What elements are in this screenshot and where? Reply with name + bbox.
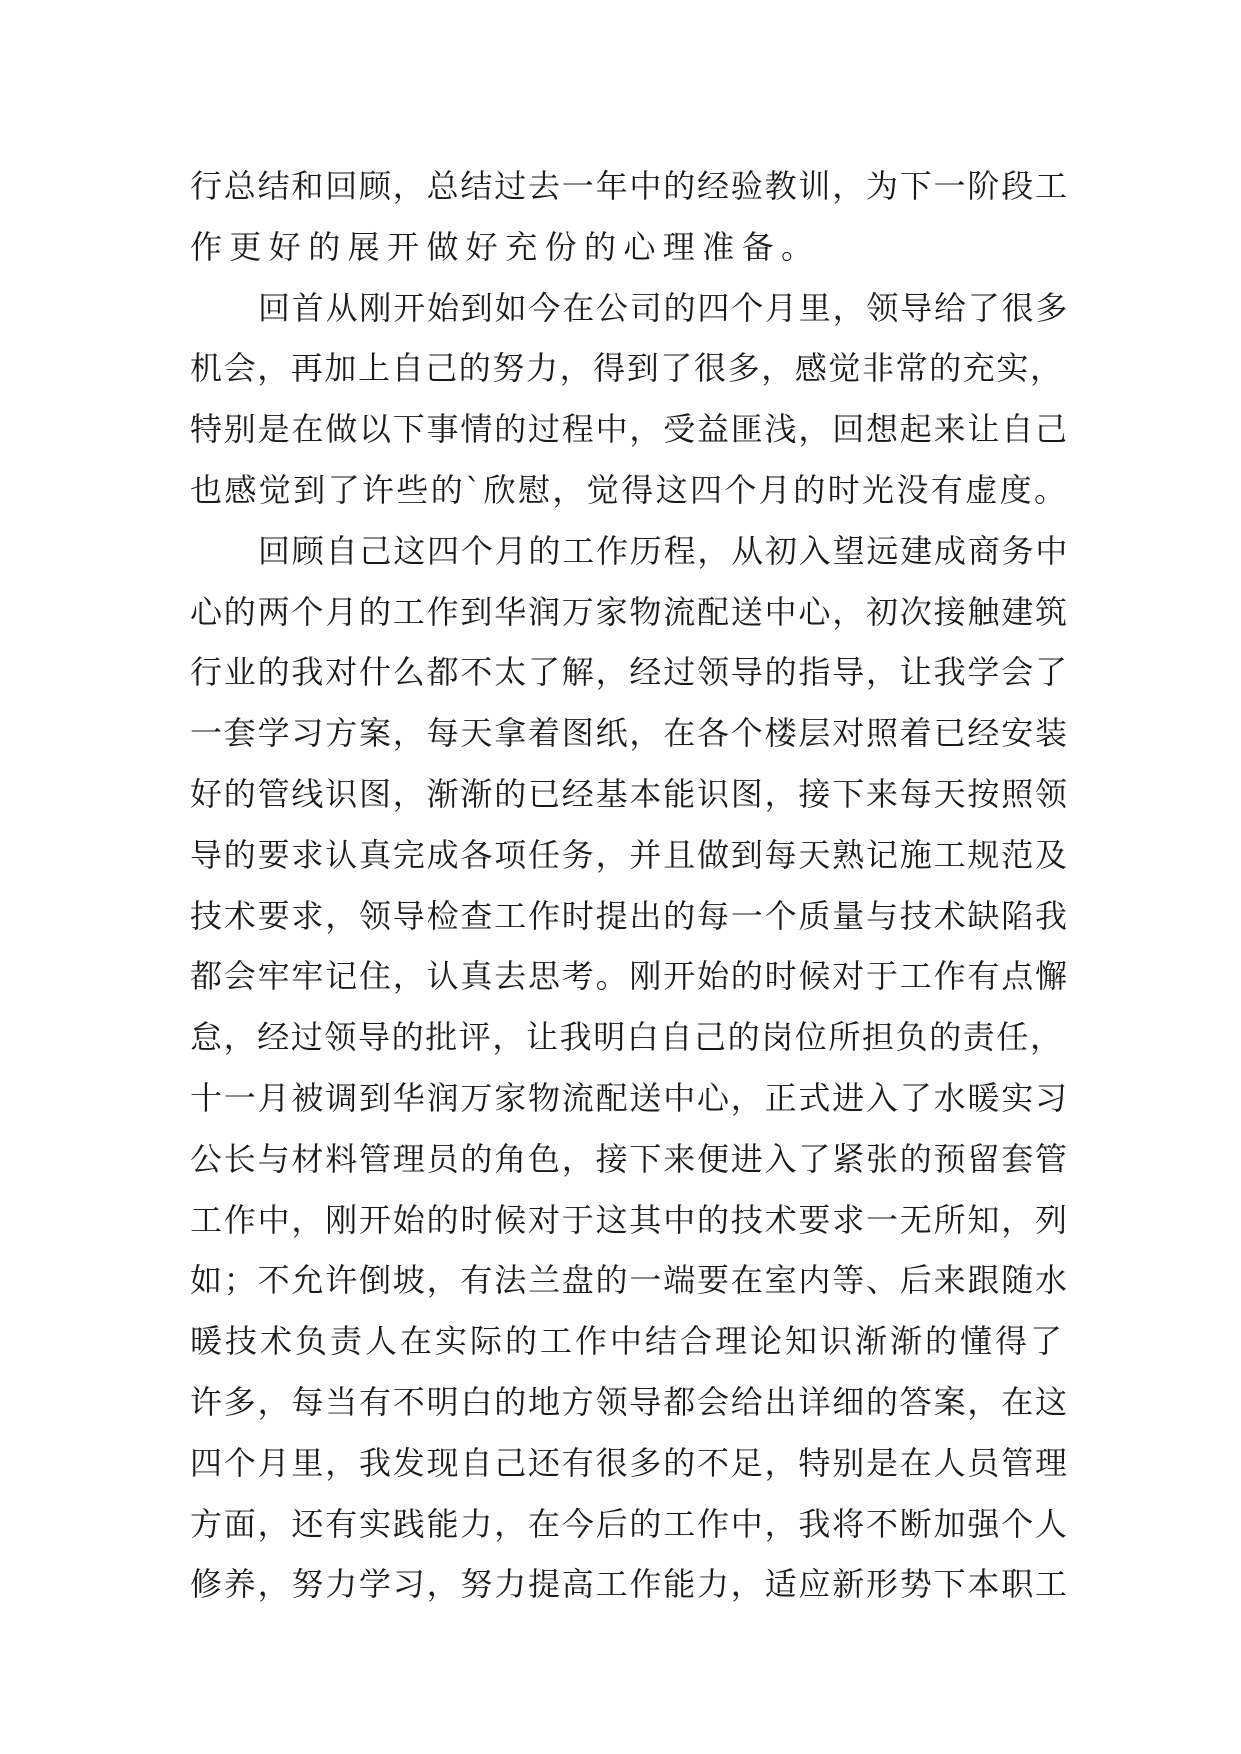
text-line: 特别是在做以下事情的过程中，受益匪浅，回想起来让自己 xyxy=(190,410,1069,449)
text-line: 修养，努力学习，努力提高工作能力，适应新形势下本职工 xyxy=(190,1565,1069,1604)
text-line: 行业的我对什么都不太了解，经过领导的指导，让我学会了 xyxy=(190,653,1069,692)
text-line: 好的管线识图，渐渐的已经基本能识图，接下来每天按照领 xyxy=(190,774,1069,813)
text-line: 心的两个月的工作到华润万家物流配送中心，初次接触建筑 xyxy=(190,592,1069,631)
text-line: 也感觉到了许些的`欣慰，觉得这四个月的时光没有虚度。 xyxy=(190,470,1069,509)
paragraph-first-line: 回首从刚开始到如今在公司的四个月里，领导给了很多 xyxy=(258,288,1070,327)
text-line: 机会，再加上自己的努力，得到了很多，感觉非常的充实， xyxy=(190,349,1064,388)
text-line: 一套学习方案，每天拿着图纸，在各个楼层对照着已经安装 xyxy=(190,714,1069,753)
text-line: 技术要求，领导检查工作时提出的每一个质量与技术缺陷我 xyxy=(190,896,1069,935)
text-line: 四个月里，我发现自己还有很多的不足，特别是在人员管理 xyxy=(190,1443,1069,1482)
text-line: 方面，还有实践能力，在今后的工作中，我将不断加强个人 xyxy=(190,1504,1069,1543)
text-line: 十一月被调到华润万家物流配送中心，正式进入了水暖实习 xyxy=(190,1078,1069,1117)
text-line: 怠，经过领导的批评，让我明白自己的岗位所担负的责任， xyxy=(190,1018,1064,1057)
text-line: 行总结和回顾，总结过去一年中的经验教训，为下一阶段工 xyxy=(190,167,1069,205)
text-line: 如；不允许倒坡，有法兰盘的一端要在室内等、后来跟随水 xyxy=(190,1261,1069,1300)
text-line: 公长与材料管理员的角色，接下来便进入了紧张的预留套管 xyxy=(190,1139,1069,1178)
text-line: 作更好的展开做好充份的心理准备。 xyxy=(190,227,821,266)
body-text xyxy=(190,156,1070,1615)
text-line: 许多，每当有不明白的地方领导都会给出详细的答案，在这 xyxy=(190,1382,1069,1421)
text-line: 都会牢牢记住，认真去思考。刚开始的时候对于工作有点懈 xyxy=(190,957,1069,996)
text-line: 导的要求认真完成各项任务，并且做到每天熟记施工规范及 xyxy=(190,835,1069,874)
text-line: 暖技术负责人在实际的工作中结合理论知识渐渐的懂得了 xyxy=(190,1322,1066,1361)
text-line: 工作中，刚开始的时候对于这其中的技术要求一无所知，列 xyxy=(190,1200,1069,1239)
paragraph-first-line: 回顾自己这四个月的工作历程，从初入望远建成商务中 xyxy=(258,531,1070,570)
